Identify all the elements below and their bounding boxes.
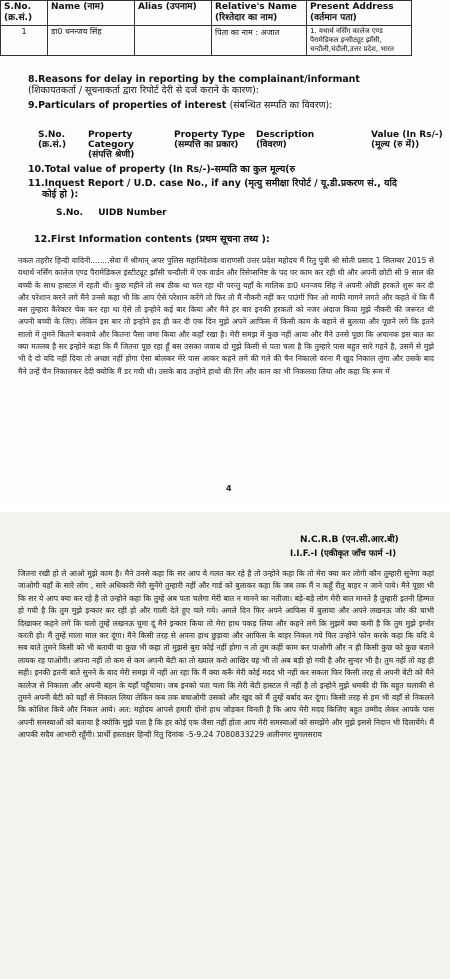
fir-content-page-2: जितना रखी हो ले आओ मुझे काम है। मैने उनसे कहा कि सर आप ये गलत कर रहे है तो उन्होने कहा कि तो मेरा क्या कर लोगी कौन तुम्हारी सुनेगा कहां जाओगी यहाँ के सारे लोग , सारे अधिकारी मेरी सुनेंगे तुम्हारी नहीं और गार्ड को बुलाकर कहा कि जब तक मैं न कहूँ रीतु बाहर न जाने पाये। मैने पूछा भी कि सर ये आप क्या कर रहे है तो उन्होने कहा कि तुम्हें अब पता चलेगा मेरी बात न मानने का नतीजा। बड़े-बड़े लोग मेरी बात मानते है तुम्हारी इतनी हिम्मत हो गयी है कि तुम मुझे इन्कार कर रही हो और गाली देते हुए चले गये। अगले दिन फिर अपने आफिस में बुलाया और अपने लखनऊ जोर की चाभी दिखाकर कहने लगे कि चलो तुम्हें लखनऊ घुमा दूं मैने इन्कार किया तो मेरा हाथ पकड़ लिया और कहने लगे कि मुझमें क्या कमी है कि तुम मुझे इग्नोर करती हो। मैं तुम्हें माला माल कर दूंगा। मैने किसी तरह से अपना हाथ छुड़ाया और आफिस के बाहर निकल गये फिर उन्होने फोन करके कहा कि यदि ये सब बाते तुमने किसी को भी बतायी या कुछ भी कहा तो मुझसे बुरा कोई नहीं होगा न तो तुम कहीं काम कर पाओगी और न ही किसी कुछ को कुछ बताने लायक रह पाओगी। अपना नहीं तो कम से कम अपनी बेटी का तो ख्याल करो आखिर वह भी तो अब बड़ी हो गयी है और सुन्दर भी है। तुम नहीं तो वह ही सही। इनकी इतनी बाते सुनने के बाद मेरी समझ में नहीं आ रहा कि मैं क्या करूँ मेरी कोई मदद भी नहीं कर सकता फिर किसी तरह से अपनी बेटी को मैने कालेज से निकाला और अपनी बहन के यहाँ पहुँचाया। जब इनको पता चला कि मेरी बेटी हास्टल में नहीं है तो इन्होने मुझे धमकी दी कि बहुत चलाकी से तुमने अपनी बेटी को यहाँ से निकाल लिया लेकिन कब तक बचाओगी उसको और खुद को मैं तुम्हें बर्बाद कर दूंगा। किसी तरह से हम भी वहाँ से निकलने कि कोशिश किये और निकल आये। अत: महोदय आपसे हमारी दोनो हाथ जोड़कर विनती है कि आप मेरी मदद किजिए बहुत उम्मीद लेकर आपके पास अपनी समस्याओं को बताया है क्योकि मुझे पता है कि हर कोई एक जैसा नहीं होता आप मेरी समस्याओं को समझेंगे और मुझे इससे निदान भी दिलायेंगे। मैं आपकी सदैव आभारी रहूँगी। प्रार्थी हस्ताक्षर हिन्दी रितु दिनांक -5-9.24 7080833229 अलीनगर मुगलसराय: [18, 569, 434, 740]
table-row: [1, 26, 412, 56]
section-9: [28, 100, 443, 111]
row-alias: [135, 26, 212, 56]
section-8-hi: (शिकायतकर्ता / सूचनाकर्ता द्वारा रिपोर्ट देरी से दर्ज कराने के कारण):: [28, 85, 259, 96]
section-9-en: 9.Particulars of properties of interest: [28, 100, 227, 111]
ncrb-header: N.C.R.B (एन.सी.आर.बी): [300, 535, 399, 545]
col-address: Present Address (वर्तमान पता): [307, 1, 412, 26]
accused-table: [0, 0, 412, 56]
section-12-title: 12.First Information contents (प्रथम सूचना तथ्य ):: [34, 234, 270, 245]
section-9-hi: (संबन्धित सम्पति का विवरण):: [229, 100, 333, 111]
col-sno: S.No. (क्र.सं.): [1, 1, 48, 26]
section-11-line2: कोई हो ):: [42, 189, 79, 200]
col-alias: Alias (उपनाम): [135, 1, 212, 26]
form-header: I.I.F.-I (एकीकृत जाँच फार्म -I): [290, 549, 397, 559]
section-10: 10.Total value of property (In Rs/-)-सम्पति का कुल मूल्य(रु: [28, 164, 296, 175]
prop-col-value: Value (In Rs/-) (मूल्य (रु में)): [371, 130, 443, 150]
uidb-sno-label: S.No.: [56, 208, 84, 218]
fir-content-page-1: नकल तहरीर हिन्दी वादिनी........सेवा में श्रीमान् अपर पुलिस महानिदेशक वाराणसी उत्तर प्रदेश महोदय मैं रितु पुत्री श्री सोती प्रसाद 1 सितम्बर 2015 से यथार्थ नर्सिंग कालेज एण्ड पैरामेडिकल इंस्टीट्यूट झाँसी चन्दौली में एक वार्डन और रिसेप्सनिष्ट के पद पर काम कर रही थी और अपनी छोटी सी 9 साल की बच्ची के साथ हास्टल में रहती थी। कुछ महीने तो सब ठीक था चल रहा थी परन्तु यहाँ के मालिक डा0 धनन्जय सिंह ने अपनी ओछी हरकते शुरू कर दी और परेशान करने लगे मैने उनसे कहा भी कि आप ऐसे परेशान करेंगे तो फिर तो मैं नौकरी नहीं कर पाउंगी फिर ओ माफी मागने लगते और कहते थे कि मैं बस तुम्हारा कैरेक्टर चेक कर रहा था ऐसे तो इन्होने कई बार किया और मैने हर बार इनकी हरकतो को नजर अंदाज किया मुझे नौकरी की जरूरत थी अपनी बच्ची के लिए। लेकिन इस बार तो इन्होने हद ही कर दी एक दिन मुझे अपने आफिस में किसी काम के बहाने से बुलाया और पूछने लगे कि इतने सालो में तुमने कितने बनवाये और कितना पैसा जमा किया और कहाँ रखा है। मेरी समझ में कुछ नहीं आया और मैने उनसे पूछा कि अचानक इस बात का क्या मतलब है सर इन्होने कहा कि मैं जितना पूछ रहा हूँ बस उसका जवाब दो मुझे किसी से पता चला है कि तुम्हारे पास बहुत सारे गहने है, उसमें से मुझे भी दे दो यदि नहीं दिया तो अच्छा नहीं होगा ऐसा बोलकर मेरे पास आकर कहने लगे की गले की चैन निकालो वरना मैं खुद निकाल लुंगा और उसके बाद मैने उन्हें चैन निकालकर देदी क्योकि मैं डर गयी थी। उसके बाद उन्होने हाथो की रिंग और कान का भी निकलवा लिया और कहा कि रूम में: [18, 256, 434, 376]
prop-col-category: Property Category (संपत्ति श्रेणी): [88, 130, 135, 160]
col-name: Name (नाम): [48, 1, 135, 26]
row-relative: पिता का नाम : अजात: [212, 26, 307, 56]
uidb-header: [56, 208, 179, 218]
row-sno: 1: [1, 26, 48, 56]
section-8: [28, 74, 443, 96]
uidb-number-label: UIDB Number: [98, 208, 167, 218]
prop-col-description: Description (विवरण): [256, 130, 315, 150]
section-11: [28, 178, 443, 200]
row-address: 1. यथार्थ नर्सिंग कालेज एण्ड पैरामेडिकल इन्सीट्यूट झाँसी, चन्दौली,चंदौली,उत्तर प्रदेश, भारत: [307, 26, 412, 56]
col-relative: Relative's Name (रिश्तेदार का नाम): [212, 1, 307, 26]
page-gap: [0, 500, 450, 512]
page-number: 4: [226, 484, 232, 493]
fir-page-2: [0, 512, 450, 979]
prop-col-type: Property Type (सम्पत्ति का प्रकार): [174, 130, 245, 150]
row-name: डा0 धनन्जय सिंह: [48, 26, 135, 56]
section-11-line1: 11.Inquest Report / U.D. case No., if any (मृत्यु समीक्षा रिपोर्ट / यू.डी.प्रकरण सं., यदि: [28, 178, 397, 189]
section-8-en: 8.Reasons for delay in reporting by the complainant/informant: [28, 74, 360, 85]
prop-col-sno: S.No. (क्र.सं.): [38, 130, 67, 150]
